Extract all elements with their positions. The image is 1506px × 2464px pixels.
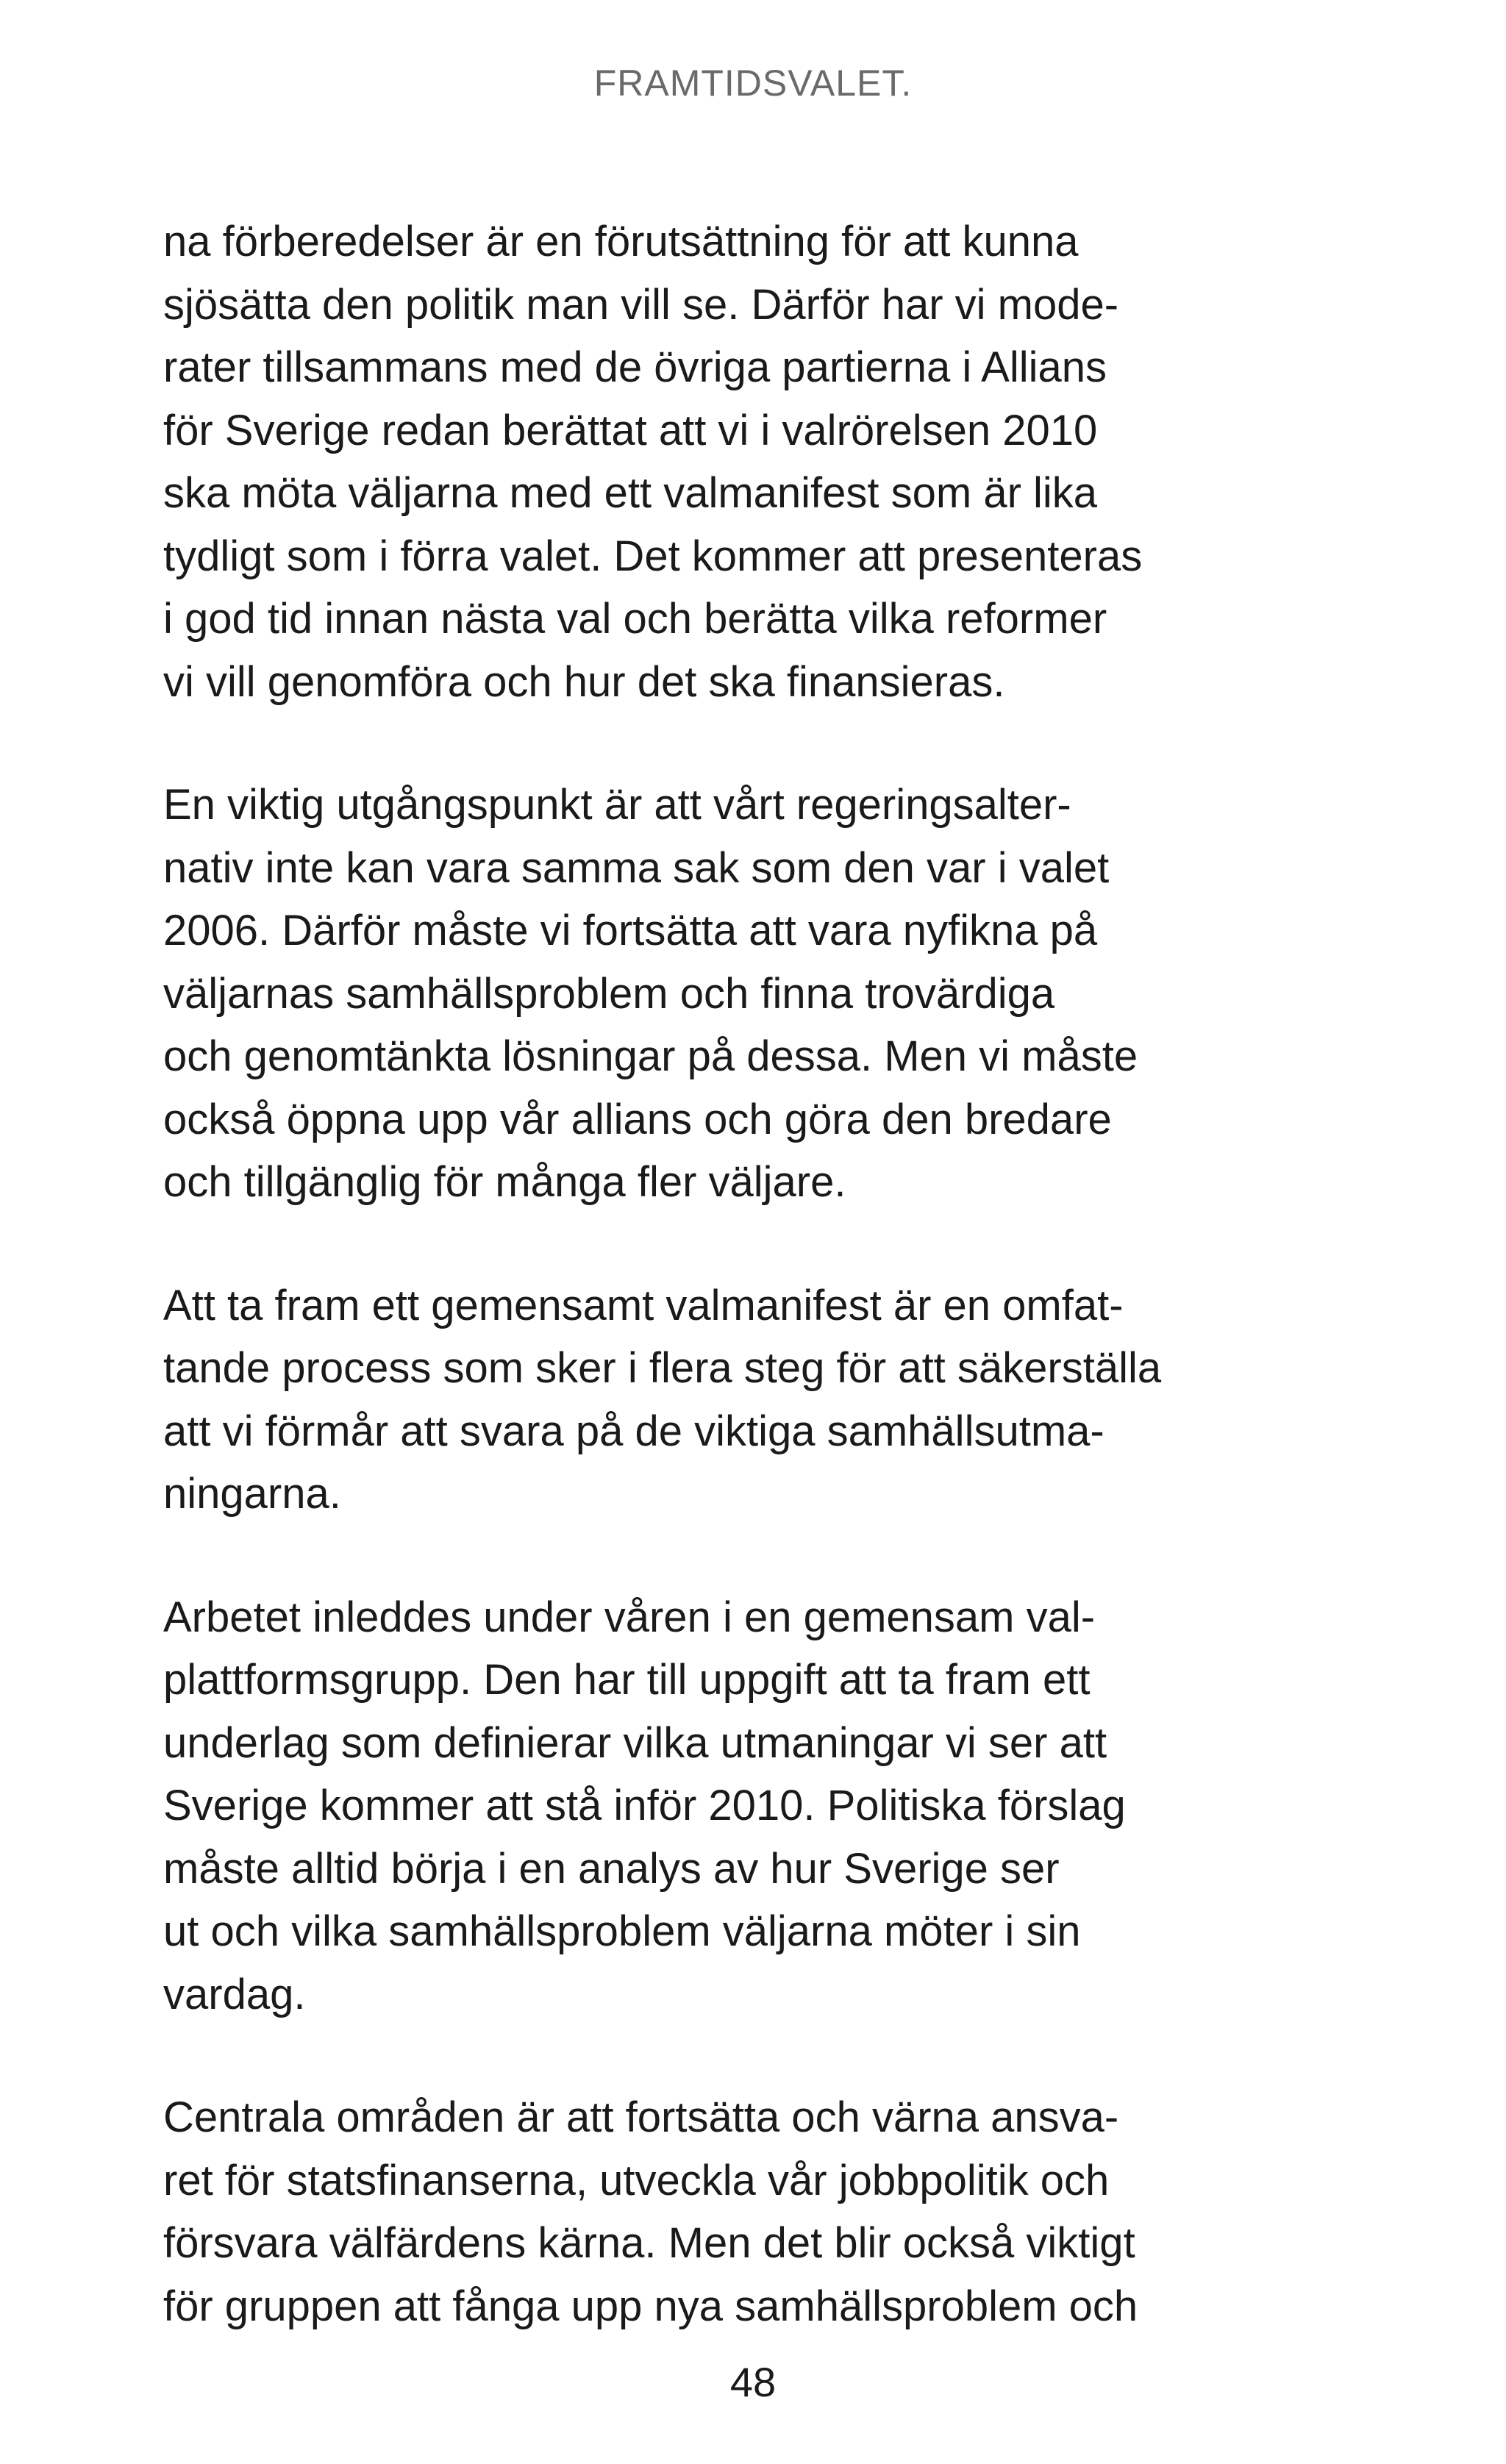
body-text: [163, 210, 1296, 2398]
text-line: också öppna upp vår allians och göra den bredare: [163, 1095, 1112, 1143]
text-line: nativ inte kan vara samma sak som den var i valet: [163, 843, 1110, 892]
text-line: tande process som sker i flera steg för att säkerställa: [163, 1344, 1162, 1392]
text-line: rater tillsammans med de övriga partierna i Allians: [163, 343, 1107, 391]
text-line: sjösätta den politik man vill se. Därför har vi mode-: [163, 280, 1119, 329]
running-header: FRAMTIDSVALET.: [593, 63, 913, 104]
text-line: ningarna.: [163, 1470, 341, 1518]
text-line: 2006. Därför måste vi fortsätta att vara nyfikna på: [163, 907, 1098, 954]
text-line: och genomtänkta lösningar på dessa. Men vi måste: [163, 1032, 1138, 1080]
text-line: och tillgänglig för många fler väljare.: [163, 1158, 846, 1206]
text-line: plattformsgrupp. Den har till uppgift att ta fram ett: [163, 1656, 1091, 1704]
text-line: för gruppen att fånga upp nya samhällsproblem och: [163, 2282, 1138, 2330]
text-line: väljarnas samhällsproblem och finna trovärdiga: [163, 969, 1055, 1018]
paragraph-3: [163, 1274, 1296, 1526]
text-line: ut och vilka samhällsproblem väljarna möter i sin: [163, 1907, 1081, 1955]
page-number: 48: [729, 2359, 777, 2405]
text-line: måste alltid börja i en analys av hur Sverige ser: [163, 1844, 1060, 1893]
text-line: En viktig utgångspunkt är att vårt regeringsalter-: [163, 781, 1071, 829]
text-line: försvara välfärdens kärna. Men det blir också viktigt: [163, 2219, 1135, 2267]
text-line: Sverige kommer att stå inför 2010. Politiska förslag: [163, 1782, 1126, 1829]
paragraph-2: [163, 774, 1296, 1214]
paragraph-1: [163, 210, 1296, 713]
text-line: Att ta fram ett gemensamt valmanifest är en omfat-: [163, 1281, 1124, 1329]
text-line: vi vill genomföra och hur det ska finansieras.: [163, 657, 1005, 706]
text-line: ret för statsfinanserna, utveckla vår jobbpolitik och: [163, 2156, 1110, 2204]
text-line: Centrala områden är att fortsätta och värna ansva-: [163, 2093, 1119, 2141]
text-line: i god tid innan nästa val och berätta vilka reformer: [163, 595, 1107, 643]
text-line: för Sverige redan berättat att vi i valrörelsen 2010: [163, 406, 1098, 454]
text-line: underlag som definierar vilka utmaningar vi ser att: [163, 1718, 1107, 1767]
text-line: vardag.: [163, 1970, 306, 2018]
text-line: ska möta väljarna med ett valmanifest som är lika: [163, 469, 1098, 517]
text-line: na förberedelser är en förutsättning för att kunna: [163, 218, 1079, 265]
paragraph-5: [163, 2086, 1296, 2338]
paragraph-4: [163, 1586, 1296, 2026]
text-line: Arbetet inleddes under våren i en gemensam val-: [163, 1593, 1096, 1641]
text-line: tydligt som i förra valet. Det kommer att presenteras: [163, 532, 1143, 580]
text-line: att vi förmår att svara på de viktiga samhällsutma-: [163, 1407, 1104, 1455]
